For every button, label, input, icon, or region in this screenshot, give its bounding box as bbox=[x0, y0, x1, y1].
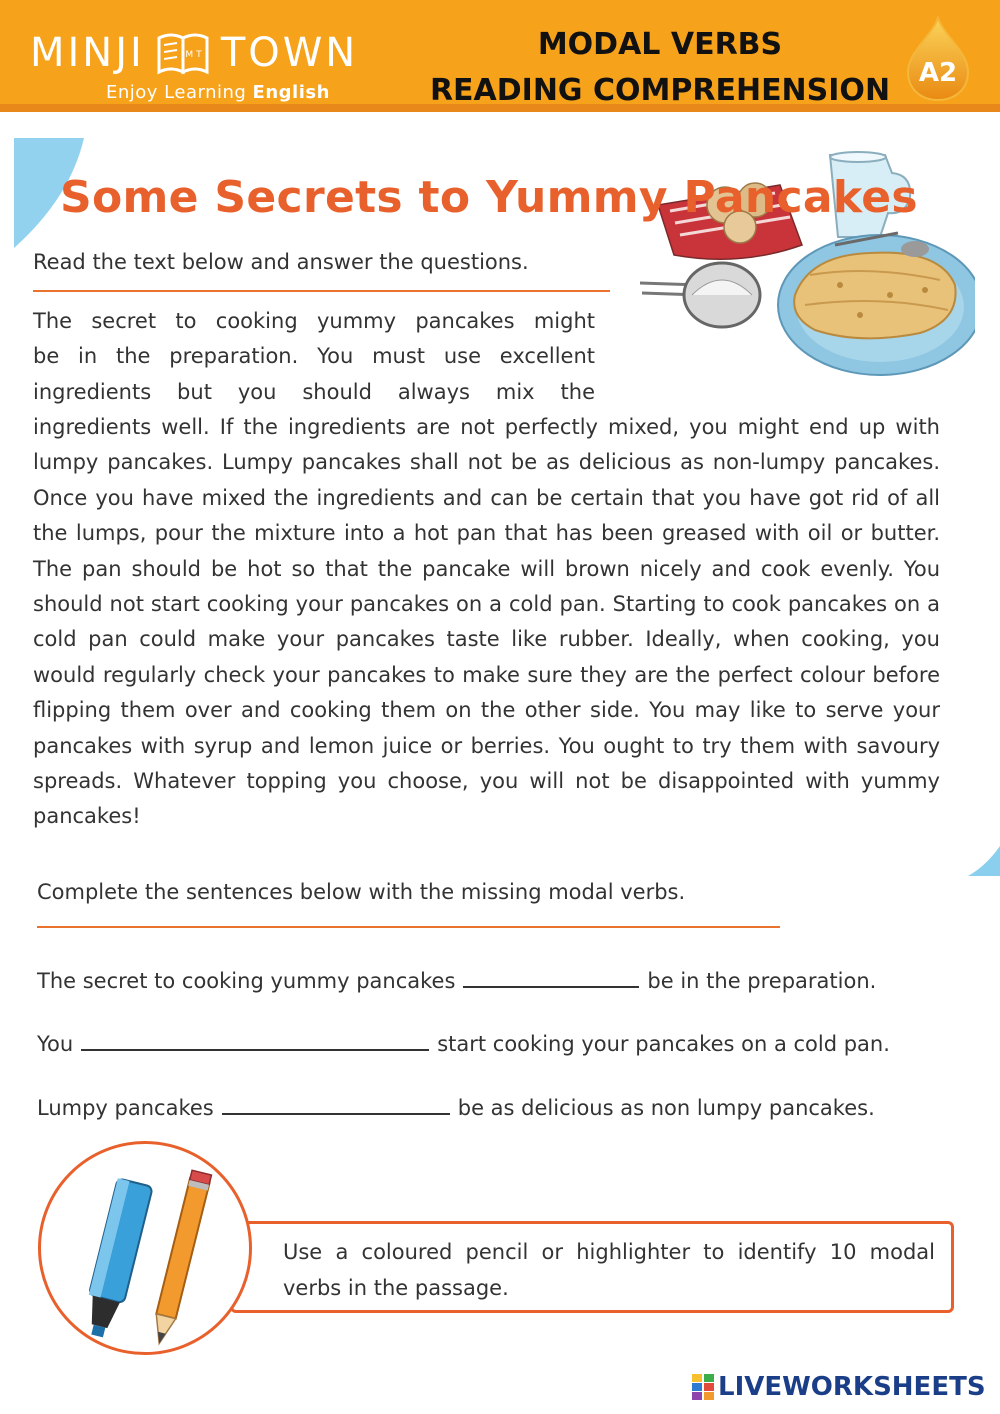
worksheet-title-line2: READING COMPREHENSION bbox=[429, 73, 891, 108]
sentence-2-blank[interactable] bbox=[81, 1029, 429, 1051]
tagline-bold: English bbox=[252, 82, 330, 103]
sentence-1-blank[interactable] bbox=[463, 966, 639, 988]
passage-line: The secret to cooking yummy pancakes might bbox=[33, 309, 595, 333]
sentence-3-after: be as delicious as non lumpy pancakes. bbox=[457, 1096, 875, 1120]
liveworksheets-logo bbox=[692, 1372, 986, 1402]
task-text: Use a coloured pencil or highlighter to identify 10 modal verbs in the passage. bbox=[283, 1240, 935, 1300]
highlighter-pencil-icon bbox=[60, 1160, 230, 1360]
exercise-divider bbox=[37, 926, 780, 928]
liveworksheets-text: LIVEWORKSHEETS bbox=[718, 1372, 986, 1402]
sentence-3-before: Lumpy pancakes bbox=[37, 1096, 214, 1120]
book-label: MT bbox=[185, 50, 205, 60]
reading-instruction: Read the text below and answer the questions. bbox=[33, 250, 529, 274]
book-icon bbox=[155, 30, 211, 76]
instruction-divider bbox=[33, 290, 610, 292]
passage-body: ingredients well. If the ingredients are not perfectly mixed, you might end up with lumpy pancakes. Lumpy pancakes shall not be as delicious as non-lumpy pancakes. Once you have mixed the ingredients and can be certain that you have got rid of all the lumps, pour the mixture into a hot pan that has been greased with oil or butter. The pan should be hot so that the pancake will brown nicely and cook evenly. You should not start cooking your pancakes on a cold pan. Starting to cook pancakes on a cold pan could make your pancakes taste like rubber. Ideally, when cooking, you would regularly check your pancakes to make sure they are the perfect colour before flipping them over and cooking them on the other side. You may like to serve your pancakes with syrup and lemon juice or berries. You ought to try them with savoury spreads. Whatever topping you choose, you will not be disappointed with yummy pancakes! bbox=[33, 415, 940, 829]
liveworksheets-icon bbox=[692, 1374, 714, 1400]
sentence-3-blank[interactable] bbox=[222, 1093, 450, 1115]
brand-logo bbox=[30, 28, 358, 78]
sentence-2-before: You bbox=[37, 1032, 74, 1056]
sentence-2-after: start cooking your pancakes on a cold pan. bbox=[437, 1032, 890, 1056]
tagline-plain: Enjoy Learning bbox=[106, 82, 247, 103]
side-decoration bbox=[968, 846, 1000, 876]
sentence-1-before: The secret to cooking yummy pancakes bbox=[37, 969, 456, 993]
worksheet-title bbox=[420, 22, 900, 114]
exercise-instruction: Complete the sentences below with the missing modal verbs. bbox=[37, 880, 686, 904]
sentence-1-after: be in the preparation. bbox=[647, 969, 877, 993]
worksheet-title-line1: MODAL VERBS bbox=[537, 27, 783, 62]
level-drop-icon bbox=[898, 14, 978, 104]
brand-left: MINJI bbox=[30, 30, 145, 76]
sentence-2 bbox=[37, 1029, 950, 1056]
passage-line: be in the preparation. You must use excellent bbox=[33, 344, 595, 369]
tagline bbox=[106, 82, 330, 103]
sentence-1 bbox=[37, 966, 950, 993]
sentence-3 bbox=[37, 1093, 950, 1120]
level-label: A2 bbox=[918, 58, 958, 88]
passage-line: ingredients but you should always mix the bbox=[33, 379, 595, 404]
passage-top bbox=[33, 304, 595, 410]
brand-right: TOWN bbox=[220, 30, 359, 76]
page-title: Some Secrets to Yummy Pancakes bbox=[60, 172, 918, 223]
